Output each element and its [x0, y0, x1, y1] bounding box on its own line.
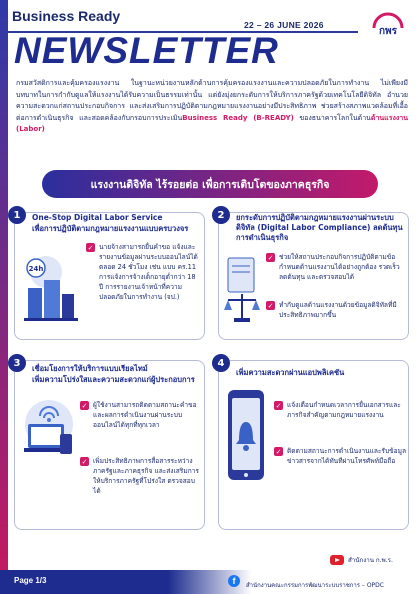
intro-mid: ของธนาคารโลกในด้าน — [293, 113, 371, 122]
section-banner: แรงงานดิจิทัล ไร้รอยต่อ เพื่อการเติบโตของภาคธุรกิจ — [42, 170, 378, 198]
logo-text: กพร — [378, 26, 398, 37]
badge-24h: 24h — [28, 265, 44, 273]
card-1-bullet — [86, 242, 201, 302]
card-2-title: ยกระดับการปฏิบัติตามกฎหมายแรงงานผ่านระบบดิจิทัล (Digital Labor Compliance) ลดต้นทุนการดำเนินธุรกิจ — [236, 213, 403, 242]
card-1-subtitle: เพื่อการปฏิบัติตามกฎหมายแรงงานแบบครบวงจร — [32, 224, 189, 233]
check-icon: ✓ — [81, 401, 88, 410]
realtime-laptop-illustration-icon — [20, 394, 78, 466]
intro-paragraph — [16, 78, 408, 136]
opdc-logo-icon — [366, 8, 410, 42]
card-3-bullet-1 — [80, 400, 202, 430]
check-icon: ✓ — [267, 253, 274, 262]
phone-notification-illustration-icon — [224, 386, 268, 486]
card-number-1: 1 — [8, 206, 26, 224]
card-2-bullet-1-text: ช่วยให้สถานประกอบกิจการปฏิบัติตามข้อกำหนดด้านแรงงานได้อย่างถูกต้อง รวดเร็ว ลดต้นทุน และตรวจสอบได้ — [279, 253, 400, 281]
newsletter-title: NEWSLETTER — [14, 30, 279, 71]
balance-scale-illustration-icon — [222, 252, 262, 328]
card-4-bullet-1-text: แจ้งเตือนกำหนดเวลาการยื่นเอกสารและภารกิจสำคัญตามกฎหมายแรงงาน — [287, 401, 401, 419]
card-number-2: 2 — [212, 206, 230, 224]
card-number-4: 4 — [212, 354, 230, 372]
card-3-bullet-2-text: เพิ่มประสิทธิภาพการสื่อสารระหว่างภาครัฐและภาคธุรกิจ และส่งเสริมการให้บริการภาครัฐที่โปร่งใส ตรวจสอบได้ — [93, 457, 199, 495]
page-number: Page 1/3 — [14, 576, 47, 585]
card-number-3: 3 — [8, 354, 26, 372]
card-2-bullet-2-text: ทำกับดูแลด้านแรงงานด้วยข้อมูลดิจิทัลที่มีประสิทธิภาพมากขึ้น — [279, 301, 397, 319]
issue-date: 22 – 26 JUNE 2026 — [244, 20, 324, 30]
city-24h-illustration-icon — [20, 250, 82, 326]
facebook-icon[interactable]: f — [228, 575, 240, 587]
intro-highlight-bready: Business Ready (B-READY) — [182, 113, 294, 122]
card-4-title: เพิ่มความสะดวกผ่านแอปพลิเคชัน — [236, 368, 345, 377]
check-icon: ✓ — [275, 447, 282, 456]
business-ready-label: Business Ready — [12, 8, 121, 24]
check-icon: ✓ — [275, 401, 282, 410]
card-3-subtitle: เพิ่มความโปร่งใสและความสะดวกแก่ผู้ประกอบการ — [32, 375, 195, 384]
youtube-label: สำนักงาน ก.พ.ร. — [348, 557, 393, 564]
check-icon: ✓ — [81, 457, 88, 466]
card-3-title: เชื่อมโยงการให้บริการแบบเรียลไทม์ — [32, 364, 148, 373]
card-1-title: One-Stop Digital Labor Service — [32, 213, 163, 222]
card-4-bullet-1 — [274, 400, 406, 420]
check-icon: ✓ — [267, 301, 274, 310]
check-icon: ✓ — [87, 243, 94, 252]
card-2-bullet-2 — [266, 300, 404, 320]
card-3-bullet-2 — [80, 456, 202, 496]
youtube-icon — [330, 555, 344, 565]
left-accent-bar — [0, 0, 8, 594]
card-1-bullet-text: นายจ้างสามารถยื่นคำขอ แจ้งและรายงานข้อมูลผ่านระบบออนไลน์ได้ตลอด 24 ชั่วโมง เช่น แบบ คร.11 การแจ้งการจ้างเด็กอายุต่ำกว่า 18 ปี การรายงานเจ้าหน้าที่ความปลอดภัยในการทำงาน (จป.) — [99, 243, 198, 301]
card-3-bullet-1-text: ผู้ใช้งานสามารถติดตามสถานะคำขอและผลการดำเนินงานผ่านระบบออนไลน์ได้ทุกที่ทุกเวลา — [93, 401, 197, 429]
intro-text: กรมสวัสดิการและคุ้มครองแรงงาน ในฐานะหน่วยงานหลักด้านการคุ้มครองแรงงานและความปลอดภัยในการทำงาน ไม่เพียงมีบทบาทในการกำกับดูแลให้แรงงานได้รับความเป็นธรรมเท่านั้น แต่ยังมุ่งยกระดับการให้บริการภาครัฐด้วยเทคโนโลยีดิจิทัล อำนวยความสะดวกแก่สถานประกอบกิจการ และส่งเสริมการปฏิบัติตามกฎหมายแรงงานอย่างมีประสิทธิภาพ ช่วยสร้างสภาพแวดล้อมที่เอื้อต่อการดำเนินธุรกิจ และสอดคล้องกับกรอบการประเมิน — [16, 79, 408, 122]
card-4-bullet-2-text: ติดตามสถานะการดำเนินงานและรับข้อมูลข่าวสารจากได้ทันทีผ่านโทรศัพท์มือถือ — [287, 447, 406, 465]
card-4-bullet-2 — [274, 446, 406, 466]
intro-highlight-labor: ด้านแรงงาน (Labor) — [16, 113, 409, 133]
footer-office-name: สำนักงานคณะกรรมการพัฒนาระบบราชการ – OPDC — [246, 582, 384, 589]
card-2-bullet-1 — [266, 252, 404, 282]
youtube-link[interactable] — [330, 555, 393, 565]
